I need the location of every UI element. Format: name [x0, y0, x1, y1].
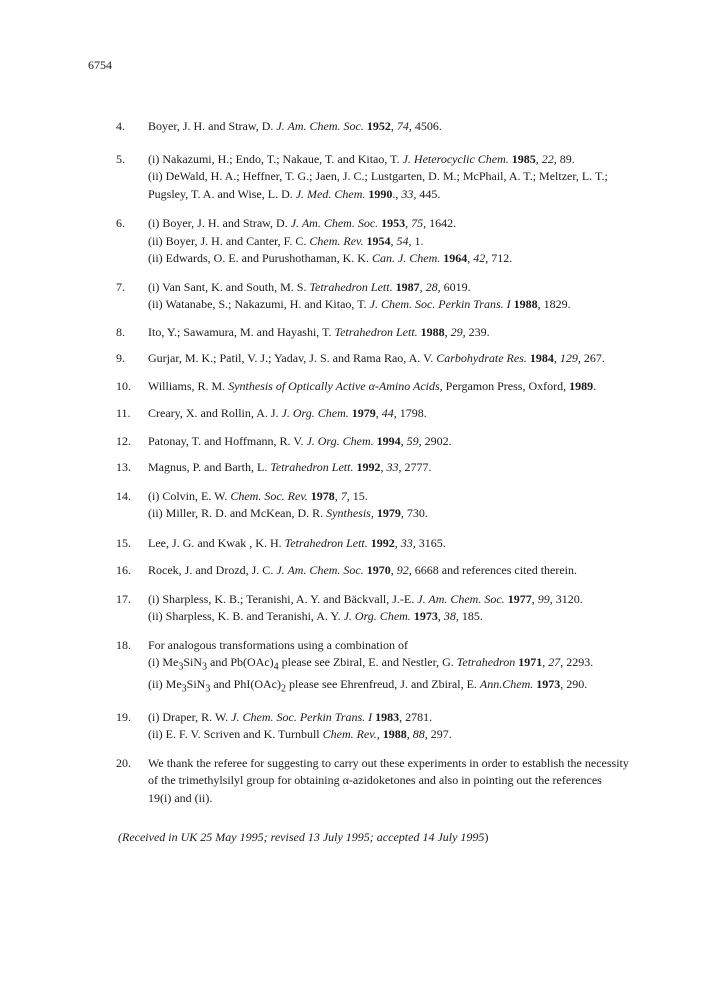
reference-number: 9. [116, 351, 125, 365]
reference-text [148, 591, 656, 626]
reference-item [116, 637, 656, 698]
reference-line: Lee, J. G. and Kwak , K. H. Tetrahedron Lett. 1992, 33, 3165. [148, 535, 446, 550]
reference-text [148, 215, 656, 268]
reference-text [148, 637, 656, 698]
reference-line: Boyer, J. H. and Straw, D. J. Am. Chem. Soc. 1952, 74, 4506. [148, 119, 442, 133]
reference-text [148, 488, 656, 523]
reference-line: We thank the referee for suggesting to carry out these experiments in order to establish the necessity [148, 755, 629, 770]
reference-line: Magnus, P. and Barth, L. Tetrahedron Lett. 1992, 33, 2777. [148, 460, 432, 474]
reference-line: Ito, Y.; Sawamura, M. and Hayashi, T. Tetrahedron Lett. 1988, 29, 239. [148, 324, 490, 339]
reference-item [116, 535, 656, 553]
reference-text [148, 459, 656, 477]
received-dates: (Received in UK 25 May 1995; revised 13 July 1995; accepted 14 July 1995) [118, 830, 489, 844]
reference-line: (i) Sharpless, K. B.; Teranishi, A. Y. and Bäckvall, J.-E. J. Am. Chem. Soc. 1977, 99, 3120. [148, 591, 583, 606]
reference-number: 7. [116, 279, 125, 294]
reference-line: (i) Van Sant, K. and South, M. S. Tetrahedron Lett. 1987, 28, 6019. [148, 279, 471, 294]
reference-text [148, 755, 656, 808]
reference-line: (i) Nakazumi, H.; Endo, T.; Nakaue, T. and Kitao, T. J. Heterocyclic Chem. 1985, 22, 89. [148, 151, 575, 166]
reference-line: (i) $Me_3SiN_3$ and $Pb(OAc)_4$ please see Zbiral, E. and Nestler, G. Tetrahedron 1971, 27, 2293. [148, 655, 594, 673]
reference-item [116, 562, 656, 580]
reference-item [116, 709, 656, 744]
reference-number: 17. [116, 591, 131, 606]
reference-item [116, 433, 656, 451]
reference-number: 13. [116, 460, 131, 474]
reference-text [148, 279, 656, 314]
reference-number: 8. [116, 324, 125, 339]
reference-line: (ii) DeWald, H. A.; Heffner, T. G.; Jaen, J. C.; Lustgarten, D. M.; McPhail, A. T.; Meltzer, L. T.; [148, 169, 608, 183]
reference-text [148, 350, 656, 368]
reference-line: 19(i) and (ii). [148, 790, 213, 805]
reference-text [148, 118, 656, 136]
reference-number: 5. [116, 151, 125, 166]
reference-number: 16. [116, 563, 131, 577]
reference-number: 4. [116, 119, 125, 133]
reference-number: 18. [116, 637, 131, 652]
reference-item [116, 324, 656, 342]
reference-number: 12. [116, 433, 131, 448]
page-number: 6754 [88, 58, 112, 72]
reference-item [116, 459, 656, 477]
reference-number: 20. [116, 755, 131, 770]
reference-text [148, 405, 656, 423]
reference-item [116, 488, 656, 523]
reference-item [116, 215, 656, 268]
reference-line: (ii) Watanabe, S.; Nakazumi, H. and Kitao, T. J. Chem. Soc. Perkin Trans. I 1988, 1829. [148, 297, 571, 311]
reference-text [148, 709, 656, 744]
reference-number: 19. [116, 709, 131, 724]
reference-item [116, 151, 656, 204]
reference-line: Patonay, T. and Hoffmann, R. V. J. Org. Chem. 1994, 59, 2902. [148, 433, 452, 448]
reference-line: Williams, R. M. Synthesis of Optically Active α-Amino Acids, Pergamon Press, Oxford, 1989. [148, 378, 597, 393]
reference-line: For analogous transformations using a combination of [148, 637, 408, 652]
reference-text [148, 151, 656, 204]
reference-line: (ii) Sharpless, K. B. and Teranishi, A. Y. J. Org. Chem. 1973, 38, 185. [148, 609, 483, 623]
reference-line: (i) Boyer, J. H. and Straw, D. J. Am. Chem. Soc. 1953, 75, 1642. [148, 216, 457, 230]
reference-line: (ii) $Me_3SiN_3$ and $PhI(OAc)_2$ please see Ehrenfreud, J. and Zbiral, E. Ann.Chem. 1973, 290. [148, 676, 588, 695]
reference-text [148, 535, 656, 553]
reference-item [116, 405, 656, 423]
reference-list [116, 108, 656, 807]
reference-item [116, 279, 656, 314]
reference-item [116, 378, 656, 396]
reference-item [116, 118, 656, 136]
reference-item [116, 591, 656, 626]
reference-text [148, 562, 656, 580]
reference-number: 10. [116, 378, 131, 393]
reference-line: (i) Draper, R. W. J. Chem. Soc. Perkin Trans. I 1983, 2781. [148, 709, 433, 724]
reference-line: Rocek, J. and Drozd, J. C. J. Am. Chem. Soc. 1970, 92, 6668 and references cited therein. [148, 563, 578, 577]
reference-line: of the trimethylsilyl group for obtaining α-azidoketones and also in pointing out the references [148, 773, 602, 788]
reference-line: (i) Colvin, E. W. Chem. Soc. Rev. 1978, 7, 15. [148, 488, 368, 503]
reference-line: Pugsley, T. A. and Wise, L. D. J. Med. Chem. 1990., 33, 445. [148, 186, 441, 201]
reference-line: (ii) Edwards, O. E. and Purushothaman, K. K. Can. J. Chem. 1964, 42, 712. [148, 251, 513, 265]
reference-number: 15. [116, 535, 131, 550]
reference-text [148, 433, 656, 451]
reference-text [148, 324, 656, 342]
reference-item [116, 350, 656, 368]
reference-number: 14. [116, 488, 131, 503]
reference-item [116, 755, 656, 808]
reference-text [148, 378, 656, 396]
reference-line: (ii) E. F. V. Scriven and K. Turnbull Chem. Rev., 1988, 88, 297. [148, 727, 452, 742]
reference-line: (ii) Miller, R. D. and McKean, D. R. Synthesis, 1979, 730. [148, 506, 428, 520]
reference-line: Gurjar, M. K.; Patil, V. J.; Yadav, J. S. and Rama Rao, A. V. Carbohydrate Res. 1984, 129, 267. [148, 351, 605, 365]
reference-line: Creary, X. and Rollin, A. J. J. Org. Chem. 1979, 44, 1798. [148, 406, 427, 420]
reference-number: 11. [116, 406, 131, 420]
reference-line: (ii) Boyer, J. H. and Canter, F. C. Chem. Rev. 1954, 54, 1. [148, 233, 424, 248]
reference-number: 6. [116, 216, 125, 230]
